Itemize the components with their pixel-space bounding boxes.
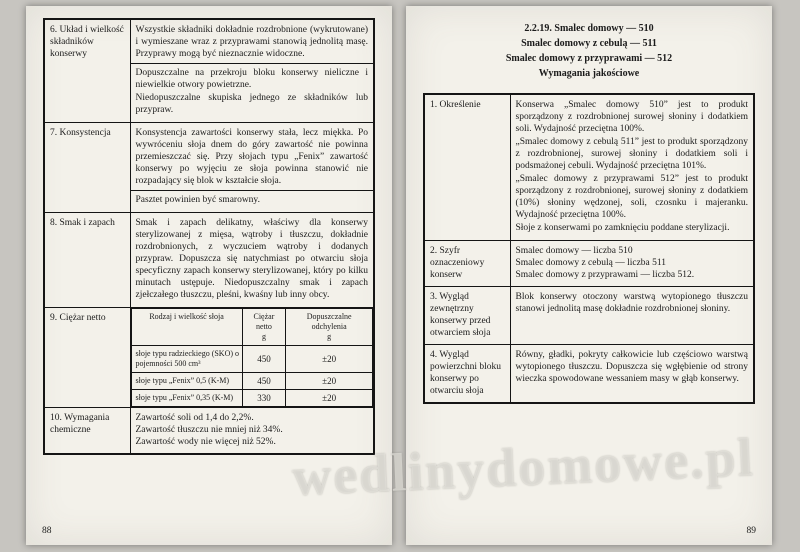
row-content [130, 308, 374, 408]
paragraph: „Smalec domowy z cebulą 511” jest to produkt sporządzony z rozdrobnionej, surowej słoniny i dodatkiem soli i podsmażonej cebuli. Wydajność przeciętna 101%. [515, 137, 748, 171]
table-row [424, 345, 754, 404]
cell-divider [131, 190, 374, 191]
row-content [130, 123, 374, 213]
cell-divider [131, 63, 374, 64]
paragraph: Dopuszczalne na przekroju bloku konserwy nieliczne i niewielkie otwory powietrzne. [135, 68, 368, 90]
table-row [44, 123, 374, 213]
watermark: wedlinydomowe.pl [290, 426, 756, 508]
table-row [424, 287, 754, 345]
row-label: 3. Wygląd zewnętrzny konserwy przed otwarciem słoja [424, 287, 510, 345]
table-row [44, 213, 374, 308]
net-weight-cell: 330 [242, 390, 286, 407]
jar-type-cell: słoje typu radzieckiego (SKO) o pojemności 500 cm³ [131, 346, 242, 373]
tolerance-cell: ±20 [286, 346, 373, 373]
column-header [286, 309, 373, 346]
net-weight-cell: 450 [242, 346, 286, 373]
row-label: 7. Konsystencja [44, 123, 130, 213]
table-row [44, 408, 374, 455]
header-title: Ciężar netto [253, 312, 275, 331]
scanned-page-right [406, 6, 772, 545]
header-title: Rodzaj i wielkość słoja [149, 312, 224, 321]
code-line: Smalec domowy z cebulą — liczba 511 [515, 258, 667, 268]
section-heading [416, 22, 762, 81]
paragraph: „Smalec domowy z przyprawami 512” jest to produkt sporządzony z rozdrobnionej, surowej słoniny z dodatkiem (10%) słoniny wędzonej, soli, czosnku i majeranku. Wydajność przeciętna 100%. [515, 174, 748, 220]
heading-line: 2.2.19. Smalec domowy — 510 [524, 23, 654, 34]
table-row [44, 308, 374, 408]
row-content [510, 345, 754, 404]
row-content [510, 241, 754, 287]
table-row [44, 19, 374, 123]
net-weight-cell: 450 [242, 373, 286, 390]
row-content [510, 94, 754, 241]
row-label: 10. Wymagania chemiczne [44, 408, 130, 455]
jar-type-cell: słoje typu „Fenix” 0,5 (K-M) [131, 373, 242, 390]
page-number: 88 [42, 526, 52, 536]
code-line: Smalec domowy z przyprawami — liczba 512. [515, 270, 695, 280]
row-label: 4. Wygląd powierzchni bloku konserwy po otwarciu słoja [424, 345, 510, 404]
net-weight-table [131, 308, 374, 407]
requirements-table-left [43, 18, 375, 455]
tolerance-cell: ±20 [286, 390, 373, 407]
row-content [130, 19, 374, 123]
row-content [510, 287, 754, 345]
paragraph: Słoje z konserwami po zamknięciu poddane sterylizacji. [515, 223, 730, 233]
page-number: 89 [746, 526, 756, 536]
row-label: 8. Smak i zapach [44, 213, 130, 308]
chem-requirement: Zawartość soli od 1,4 do 2,2%. [135, 413, 254, 423]
paragraph: Równy, gładki, pokryty całkowicie lub częściowo warstwą wytopionego tłuszczu. Dopuszcza się wgłębienie od strony wieczka spowodowane wessaniem masy w głąb konserwy. [515, 350, 748, 384]
paragraph: Smak i zapach delikatny, właściwy dla konserwy sterylizowanej z mięsa, wątroby i tłuszczu, dokładnie rozdrobnionych, z wyczuciem wątroby i dodanych przypraw. Dopuszcza się natychmiast po otwarciu słoja specyficzny zapach konserwy sterylizowanej, który po kilku minutach ustępuje. Niedopuszczalny smak i zapach zjełczałego tłuszczu, pleśni, kwaśny lub inny obcy. [135, 218, 368, 300]
table-header-row [131, 309, 373, 346]
tolerance-cell: ±20 [286, 373, 373, 390]
paragraph: Konsystencja zawartości konserwy stała, lecz miękka. Po wywróceniu słoja dnem do góry zawartość nie powinna przemieszczać się. Przy słojach typu „Fenix” zawartość konserwy po wyjęciu ze słoja powinna stanowić nie rozpadający się blok w kształcie słoja. [135, 128, 368, 186]
code-line: Smalec domowy — liczba 510 [515, 246, 633, 256]
paragraph: Konserwa „Smalec domowy 510” jest to produkt sporządzony z rozdrobnionej surowej słoniny i dodatkiem soli. Wydajność przeciętna 100%. [515, 100, 748, 134]
row-label: 6. Układ i wielkość składników konserwy [44, 19, 130, 123]
heading-line: Smalec domowy z przyprawami — 512 [505, 53, 673, 64]
chem-requirement: Zawartość wody nie więcej niż 52%. [135, 437, 276, 447]
table-row [131, 373, 373, 390]
row-label: 9. Ciężar netto [44, 308, 130, 408]
column-header [131, 309, 242, 346]
row-content [130, 213, 374, 308]
paragraph: Pasztet powinien być smarowny. [135, 195, 260, 205]
chem-requirement: Zawartość tłuszczu nie mniej niż 34%. [135, 425, 283, 435]
table-row [131, 346, 373, 373]
row-label: 2. Szyfr oznaczeniowy konserw [424, 241, 510, 287]
header-unit: g [327, 332, 332, 341]
paragraph: Niedopuszczalne skupiska jednego ze składników lub przypraw. [135, 93, 368, 115]
row-label: 1. Określenie [424, 94, 510, 241]
header-title: Dopuszczalne odchylenia [306, 312, 352, 331]
heading-line: Wymagania jakościowe [538, 68, 640, 79]
header-unit: g [261, 332, 266, 341]
paragraph: Blok konserwy otoczony warstwą wytopionego tłuszczu stanowi jednolitą masę dokładnie rozdrobnionej słoniny. [515, 292, 748, 314]
row-content [130, 408, 374, 455]
paragraph: Wszystkie składniki dokładnie rozdrobnione (wykrutowane) i wymieszane wraz z przyprawami stanowią jednolitą masę. Przyprawy mogą być nieznacznie widoczne. [135, 25, 368, 59]
table-row [131, 390, 373, 407]
requirements-table-right [423, 93, 755, 404]
table-row [424, 241, 754, 287]
jar-type-cell: słoje typu „Fenix” 0,35 (K-M) [131, 390, 242, 407]
table-row [424, 94, 754, 241]
scanned-page-left [26, 6, 392, 545]
heading-line: Smalec domowy z cebulą — 511 [521, 38, 657, 49]
column-header [242, 309, 286, 346]
